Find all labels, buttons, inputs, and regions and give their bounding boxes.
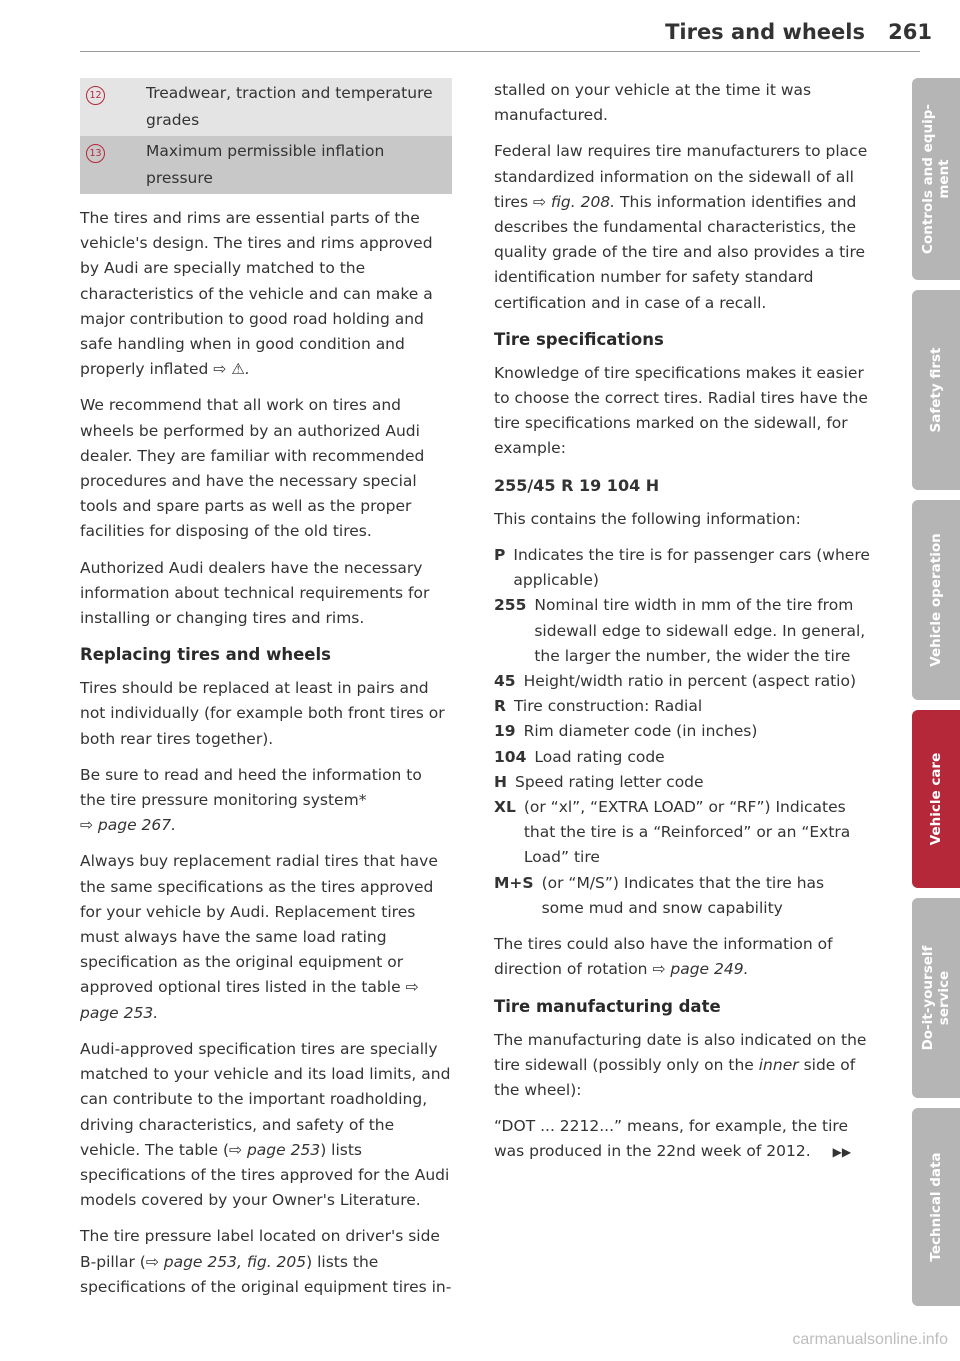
spec-list	[494, 543, 870, 921]
legend-row	[80, 78, 452, 136]
right-column	[494, 78, 870, 1177]
legend-number-12: 12	[86, 86, 105, 105]
page-reference-link[interactable]: ⇨ page 253	[229, 1140, 321, 1159]
heading-tire-specifications: Tire specifications	[494, 329, 664, 349]
tab-vehicle-care[interactable]: Vehicle care	[912, 710, 960, 888]
tire-spec-code: 255/45 R 19 104 H	[494, 475, 660, 495]
legend-text: Maximum permissible inflation pressure	[146, 142, 385, 187]
tab-vehicle-operation[interactable]: Vehicle operation	[912, 500, 960, 700]
tab-do-it-yourself-service[interactable]: Do-it-yourself service	[912, 898, 960, 1098]
page-reference-link[interactable]: ⇨ page 253, fig. 205	[145, 1252, 307, 1271]
spec-item: H Speed rating letter code	[494, 772, 704, 791]
left-column	[80, 78, 452, 1311]
watermark: carmanualsonline.info	[792, 1331, 948, 1348]
spec-item: M+S (or “M/S”) Indicates that the tire has some mud and snow capability	[494, 873, 825, 917]
paragraph: The tires could also have the information of direction of rotation ⇨ page 249.	[494, 935, 833, 979]
spec-item: P Indicates the tire is for passenger cars (where applicable)	[494, 546, 870, 590]
tab-technical-data[interactable]: Technical data	[912, 1108, 960, 1306]
paragraph: Audi-approved specification tires are specially matched to your vehicle and its load limits, and can contribute to the important roadholding, driving characteristics, and safety of the vehicle. The table (⇨ page 253) lists specifications of the tires approved for the Audi models covered by your Owner's Literature.	[80, 1039, 451, 1210]
legend-table	[80, 78, 452, 194]
paragraph: Be sure to read and heed the information to the tire pressure monitoring system* ⇨ page 267.	[80, 765, 422, 835]
continue-arrow-icon: ▶▶	[832, 1145, 852, 1160]
paragraph: “DOT ... 2212...” means, for example, the tire was produced in the 22nd week of 2012. ▶▶	[494, 1114, 870, 1165]
paragraph: Federal law requires tire manufacturers to place standardized information on the sidewall of all tires ⇨ fig. 208. This information identifies and describes the fundamental characteristics, the quality grade of the tire and also provides a tire identification number for safety standard certification and in case of a recall.	[494, 142, 868, 312]
page-reference-link[interactable]: ⇨ page 253.	[80, 978, 419, 1022]
legend-text: Treadwear, traction and temperature grades	[146, 84, 433, 129]
header-title: Tires and wheels	[665, 20, 865, 44]
paragraph: The tire pressure label located on driver's side B-pillar (⇨ page 253, fig. 205) lists the specifications of the original equipment tires in-	[80, 1227, 452, 1296]
spec-item: 19 Rim diameter code (in inches)	[494, 722, 758, 741]
tab-controls-and-equipment[interactable]: Controls and equip- ment	[912, 78, 960, 280]
spec-item: 45 Height/width ratio in percent (aspect ratio)	[494, 672, 857, 691]
spec-item: R Tire construction: Radial	[494, 697, 703, 716]
paragraph: Authorized Audi dealers have the necessary information about technical requirements for installing or changing tires and rims.	[80, 558, 430, 628]
header-divider	[80, 51, 920, 52]
page-reference-link[interactable]: ⇨ page 249.	[652, 960, 749, 979]
spec-item: 104 Load rating code	[494, 747, 665, 766]
paragraph: stalled on your vehicle at the time it was manufactured.	[494, 81, 812, 125]
paragraph: The tires and rims are essential parts of the vehicle's design. The tires and rims approved by Audi are specially matched to the characteristics of the vehicle and can make a major contribution to good road holding and safe handling when in good condition and properly inflated ⇨ ⚠.	[80, 209, 433, 379]
paragraph: Tires should be replaced at least in pairs and not individually (for example both front tires or both rear tires together).	[80, 679, 445, 748]
page-reference-link[interactable]: ⇨ page 267.	[80, 816, 177, 835]
paragraph: Knowledge of tire specifications makes it easier to choose the correct tires. Radial tires have the tire specifications marked on the sidewall, for example:	[494, 363, 868, 458]
page-number: 261	[888, 20, 932, 44]
paragraph: The manufacturing date is also indicated on the tire sidewall (possibly only on the inner side of the wheel):	[494, 1030, 867, 1099]
legend-row	[80, 136, 452, 194]
heading-replacing-tires: Replacing tires and wheels	[80, 645, 331, 665]
legend-number-13: 13	[86, 144, 105, 163]
spec-item: XL (or “xl”, “EXTRA LOAD” or “RF”) Indicates that the tire is a “Reinforced” or an “Extra Load” tire	[494, 798, 851, 867]
spec-item: 255 Nominal tire width in mm of the tire from sidewall edge to sidewall edge. In general, the larger the number, the wider the tire	[494, 596, 866, 665]
tab-safety-first[interactable]: Safety first	[912, 290, 960, 490]
paragraph: This contains the following information:	[494, 509, 801, 528]
paragraph: Always buy replacement radial tires that have the same specifications as the tires approved for your vehicle by Audi. Replacement tires must always have the same load rating specification as the original equipment or approved optional tires listed in the table ⇨ page 253.	[80, 852, 438, 1022]
figure-reference-link[interactable]: ⇨ fig. 208.	[532, 192, 616, 211]
heading-manufacturing-date: Tire manufacturing date	[494, 996, 721, 1016]
paragraph: We recommend that all work on tires and wheels be performed by an authorized Audi dealer. They are familiar with recommended procedures and have the necessary special tools and spare parts as well as the proper facilities for disposing of the old tires.	[80, 396, 425, 541]
warning-reference-link[interactable]: ⇨ ⚠.	[213, 360, 250, 379]
